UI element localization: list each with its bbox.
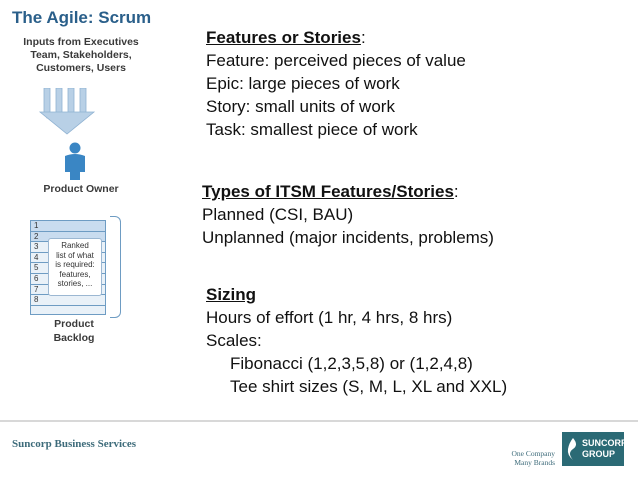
footer-tagline <box>495 450 555 467</box>
product-owner-label: Product Owner <box>43 183 119 195</box>
features-section <box>206 26 466 141</box>
backlog-row: 8 <box>31 295 105 306</box>
features-line: Feature: perceived pieces of value <box>206 51 466 70</box>
itsm-line: Planned (CSI, BAU) <box>202 205 354 224</box>
backlog-row: 6 <box>31 274 105 285</box>
sizing-heading-line <box>206 283 507 306</box>
product-backlog-label <box>6 317 142 345</box>
inputs-line: Team, Stakeholders, <box>30 49 132 61</box>
features-line: Task: smallest piece of work <box>206 120 418 139</box>
features-heading-line <box>206 26 466 49</box>
backlog-card-line: is required: <box>55 260 95 269</box>
features-line: Epic: large pieces of work <box>206 74 400 93</box>
logo-line: SUNCORP <box>582 438 628 448</box>
backlog-card-line: Ranked <box>61 241 89 250</box>
backlog-card-line: stories, ... <box>57 279 93 288</box>
suncorp-logo <box>562 432 628 466</box>
sizing-line: Hours of effort (1 hr, 4 hrs, 8 hrs) <box>206 308 453 327</box>
features-heading: Features or Stories <box>206 28 361 47</box>
logo-line: GROUP <box>582 449 616 459</box>
itsm-line: Unplanned (major incidents, problems) <box>202 228 494 247</box>
footer-company-name: Suncorp Business Services <box>12 438 137 450</box>
heading-colon: : <box>360 28 366 47</box>
backlog-row: 7 <box>31 285 105 296</box>
backlog-label-line: Product <box>54 318 94 330</box>
sizing-scale-line: Fibonacci (1,2,3,5,8) or (1,2,4,8) <box>230 354 473 373</box>
sizing-section <box>206 283 507 398</box>
inputs-arrows-icon <box>36 88 100 138</box>
diagram-title: The Agile: Scrum <box>12 8 152 27</box>
itsm-section <box>202 180 494 249</box>
suncorp-leaf-icon <box>566 437 580 461</box>
backlog-bracket <box>110 216 121 318</box>
product-owner-icon <box>63 142 87 180</box>
sizing-heading: Sizing <box>206 285 257 304</box>
footer-divider <box>0 420 638 422</box>
inputs-label <box>6 36 156 75</box>
backlog-card <box>48 238 102 296</box>
backlog-row: 2 <box>31 232 105 243</box>
inputs-line: Customers, Users <box>36 62 126 74</box>
itsm-heading: Types of ITSM Features/Stories <box>202 182 454 201</box>
tagline-line: One Company <box>511 449 555 458</box>
features-line: Story: small units of work <box>206 97 395 116</box>
backlog-row: 4 <box>31 253 105 264</box>
backlog-row: 1 <box>31 221 105 232</box>
backlog-row: 5 <box>31 263 105 274</box>
sizing-scale-line: Tee shirt sizes (S, M, L, XL and XXL) <box>230 377 508 396</box>
itsm-heading-line <box>202 180 494 203</box>
heading-colon: : <box>453 182 459 201</box>
product-backlog-diagram <box>30 220 118 315</box>
logo-text <box>582 438 627 460</box>
inputs-line: Inputs from Executives <box>23 36 139 48</box>
backlog-row: 3 <box>31 242 105 253</box>
footer <box>0 420 638 479</box>
sizing-line: Scales: <box>206 331 262 350</box>
backlog-card-line: list of what <box>56 250 94 260</box>
backlog-label-line: Backlog <box>53 332 95 344</box>
tagline-line: Many Brands <box>514 457 555 467</box>
backlog-card-line: features, <box>59 269 91 279</box>
